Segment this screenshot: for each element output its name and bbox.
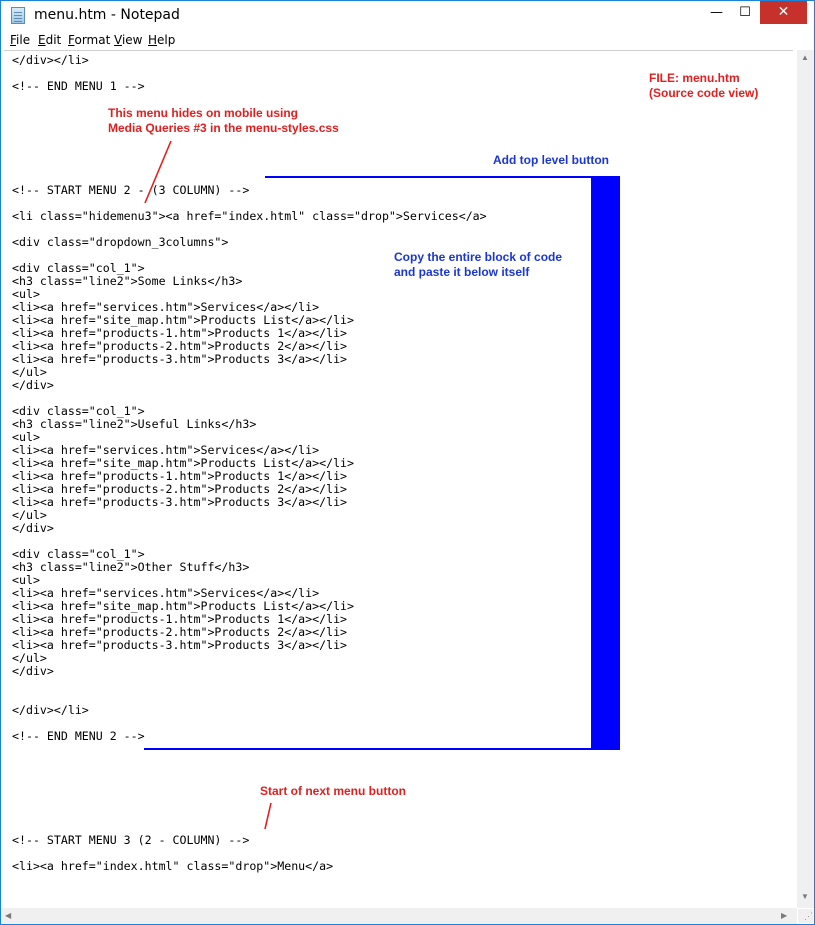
title-bar[interactable] [1, 1, 814, 30]
code-menu3-start: <!-- START MENU 3 (2 - COLUMN) --> <li><a href="index.html" class="drop">Menu</a> [12, 833, 334, 873]
menu-help[interactable]: Help [148, 33, 176, 47]
code-menu2-end: </div></li> <!-- END MENU 2 --> [12, 703, 145, 743]
scroll-right-icon[interactable]: ▶ [781, 911, 788, 920]
code-menu1-end: </div></li> <!-- END MENU 1 --> [12, 53, 145, 93]
copy-block-note: Copy the entire block of code and paste it below itself [394, 250, 563, 279]
next-button-note: Start of next menu button [260, 784, 406, 798]
hide-mobile-note: This menu hides on mobile using Media Queries #3 in the menu-styles.css [108, 106, 339, 135]
horizontal-scrollbar[interactable] [1, 908, 797, 924]
menu-bar [1, 30, 814, 50]
notepad-icon [11, 7, 25, 24]
file-label-note: FILE: menu.htm (Source code view) [649, 71, 759, 100]
maximize-button[interactable]: ☐ [739, 5, 751, 20]
menu-edit[interactable]: Edit [38, 33, 62, 47]
text-editor[interactable] [4, 50, 793, 909]
scroll-left-icon[interactable]: ◀ [5, 911, 12, 920]
window-title: menu.htm - Notepad [34, 7, 180, 23]
minimize-button[interactable]: — [710, 5, 723, 20]
code-menu2-block: <!-- START MENU 2 - (3 COLUMN) --> <li class="hidemenu3"><a href="index.html" class="drop">Services</a> <div class="dropdown_3columns"> <div class="col_1"> <h3 class="line2">Some Links</h3> <ul> <li><a href="services.htm">Services</a></li> <li><a href="site_map.htm">Products List</a></li> <li><a href="products-1.htm">Products 1</a></li> <li><a href="products-2.htm">Products 2</a></li> <li><a href="products-3.htm">Products 3</a></li> </ul> </div> <div class="col_1"> <h3 class="line2">Useful Links</h3> <ul> <li><a href="services.htm">Services</a></li> <li><a href="site_map.htm">Products List</a></li> <li><a href="products-1.htm">Products 1</a></li> <li><a href="products-2.htm">Products 2</a></li> <li><a href="products-3.htm">Products 3</a></li> </ul> </div> <div class="col_1"> <h3 class="line2">Other Stuff</h3> <ul> <li><a href="services.htm">Services</a></li> <li><a href="site_map.htm">Products List</a></li> <li><a href="products-1.htm">Products 1</a></li> <li><a href="products-2.htm">Products 2</a></li> <li><a href="products-3.htm">Products 3</a></li> </ul> </div> [12, 183, 487, 678]
menu-file[interactable]: File [10, 33, 31, 47]
scroll-down-icon[interactable]: ▼ [801, 892, 809, 901]
scroll-up-icon[interactable]: ▲ [801, 53, 809, 62]
resize-grip-icon[interactable]: ⋰ [798, 909, 813, 923]
menu-view[interactable]: View [114, 33, 143, 47]
menu-format[interactable]: Format [68, 33, 111, 47]
close-button[interactable]: ✕ [760, 1, 807, 24]
vertical-scrollbar[interactable] [797, 50, 814, 908]
add-top-level-note: Add top level button [493, 153, 609, 167]
